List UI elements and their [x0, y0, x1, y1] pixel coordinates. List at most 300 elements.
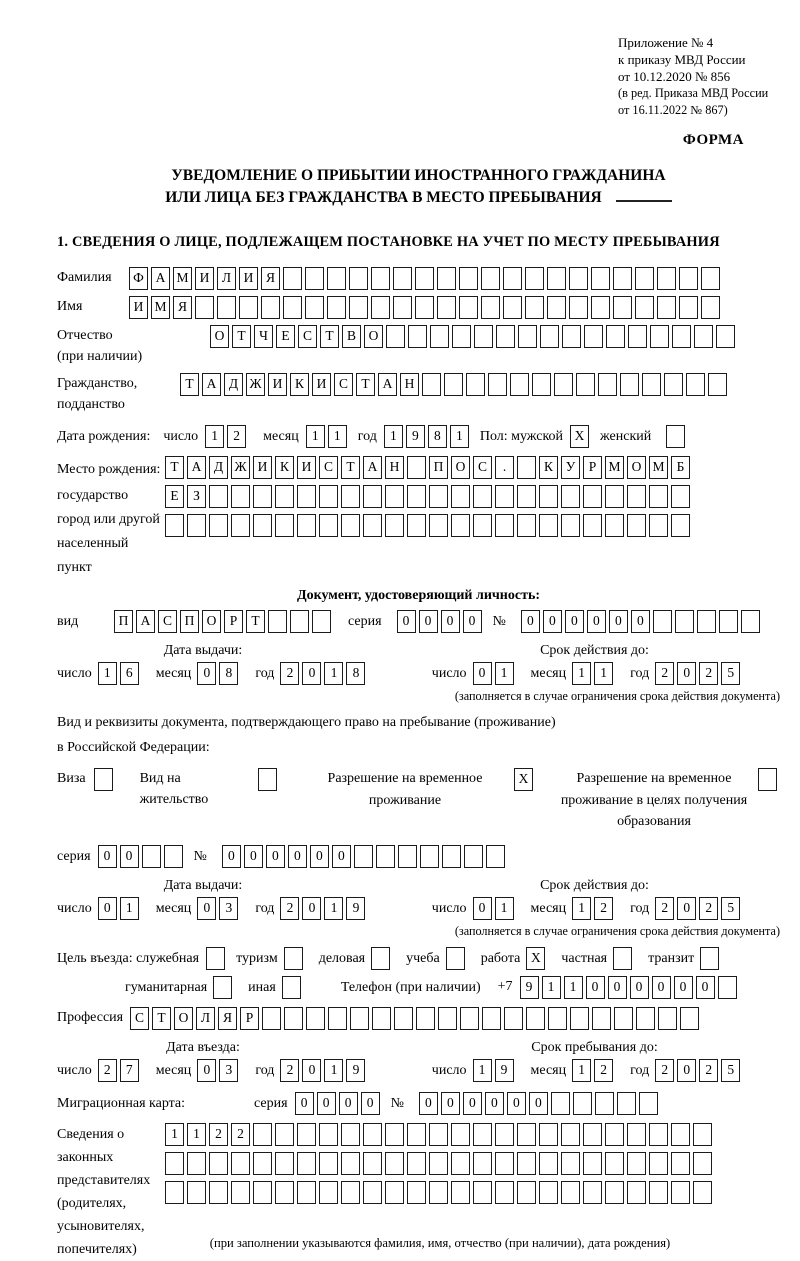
char-cell[interactable] — [209, 1152, 228, 1175]
char-cell[interactable] — [474, 325, 493, 348]
char-cell[interactable] — [437, 296, 456, 319]
char-cell[interactable] — [372, 1007, 391, 1030]
char-cell[interactable] — [253, 1152, 272, 1175]
char-cell[interactable] — [554, 373, 573, 396]
char-cell[interactable] — [319, 514, 338, 537]
char-cell[interactable]: 0 — [397, 610, 416, 633]
char-cell[interactable]: Ч — [254, 325, 273, 348]
char-cell[interactable]: 1 — [542, 976, 561, 999]
char-cell[interactable] — [350, 1007, 369, 1030]
char-cell[interactable]: Ж — [231, 456, 250, 479]
char-cell[interactable]: И — [129, 296, 148, 319]
char-cell[interactable]: О — [210, 325, 229, 348]
char-cell[interactable] — [671, 514, 690, 537]
char-cell[interactable] — [297, 1181, 316, 1204]
char-cell[interactable] — [187, 1152, 206, 1175]
char-cell[interactable]: 1 — [187, 1123, 206, 1146]
char-cell[interactable] — [694, 325, 713, 348]
char-cell[interactable] — [253, 514, 272, 537]
char-cell[interactable]: 1 — [306, 425, 325, 448]
char-cell[interactable]: О — [627, 456, 646, 479]
char-cell[interactable]: Н — [385, 456, 404, 479]
char-cell[interactable]: Я — [173, 296, 192, 319]
char-cell[interactable] — [327, 296, 346, 319]
char-cell[interactable] — [473, 485, 492, 508]
char-cell[interactable] — [319, 1123, 338, 1146]
char-cell[interactable]: П — [180, 610, 199, 633]
char-cell[interactable]: 1 — [473, 1059, 492, 1082]
char-cell[interactable]: 3 — [219, 1059, 238, 1082]
char-cell[interactable] — [540, 325, 559, 348]
char-cell[interactable]: И — [253, 456, 272, 479]
char-cell[interactable]: 2 — [655, 897, 674, 920]
char-cell[interactable] — [595, 1092, 614, 1115]
char-cell[interactable] — [517, 514, 536, 537]
char-cell[interactable] — [617, 1092, 636, 1115]
char-cell[interactable] — [532, 373, 551, 396]
char-cell[interactable] — [495, 1123, 514, 1146]
char-cell[interactable] — [393, 296, 412, 319]
char-cell[interactable] — [385, 1152, 404, 1175]
char-cell[interactable] — [341, 1123, 360, 1146]
char-cell[interactable] — [561, 485, 580, 508]
char-cell[interactable] — [473, 1181, 492, 1204]
char-cell[interactable]: Д — [224, 373, 243, 396]
char-cell[interactable] — [591, 296, 610, 319]
char-cell[interactable] — [437, 267, 456, 290]
char-cell[interactable] — [561, 1152, 580, 1175]
char-cell[interactable] — [636, 1007, 655, 1030]
char-cell[interactable] — [570, 1007, 589, 1030]
checkbox[interactable] — [282, 976, 301, 999]
char-cell[interactable] — [605, 1123, 624, 1146]
char-cell[interactable] — [488, 373, 507, 396]
checkbox[interactable]: X — [526, 947, 545, 970]
char-cell[interactable] — [591, 267, 610, 290]
char-cell[interactable] — [275, 485, 294, 508]
char-cell[interactable] — [341, 1181, 360, 1204]
char-cell[interactable]: 0 — [696, 976, 715, 999]
char-cell[interactable]: Т — [320, 325, 339, 348]
char-cell[interactable]: О — [451, 456, 470, 479]
char-cell[interactable]: З — [187, 485, 206, 508]
char-cell[interactable]: 2 — [280, 662, 299, 685]
char-cell[interactable]: 0 — [98, 845, 117, 868]
char-cell[interactable] — [187, 1181, 206, 1204]
char-cell[interactable] — [341, 514, 360, 537]
char-cell[interactable]: С — [319, 456, 338, 479]
char-cell[interactable]: 9 — [406, 425, 425, 448]
char-cell[interactable]: 1 — [594, 662, 613, 685]
char-cell[interactable] — [503, 296, 522, 319]
char-cell[interactable] — [642, 373, 661, 396]
char-cell[interactable] — [305, 296, 324, 319]
char-cell[interactable] — [217, 296, 236, 319]
char-cell[interactable]: Р — [583, 456, 602, 479]
char-cell[interactable] — [253, 1123, 272, 1146]
char-cell[interactable] — [613, 296, 632, 319]
checkbox[interactable] — [94, 768, 113, 791]
char-cell[interactable] — [209, 485, 228, 508]
char-cell[interactable] — [407, 1123, 426, 1146]
char-cell[interactable] — [517, 1181, 536, 1204]
char-cell[interactable] — [664, 373, 683, 396]
char-cell[interactable]: 0 — [652, 976, 671, 999]
char-cell[interactable]: 0 — [288, 845, 307, 868]
char-cell[interactable] — [253, 1181, 272, 1204]
char-cell[interactable]: 2 — [280, 1059, 299, 1082]
char-cell[interactable] — [261, 296, 280, 319]
char-cell[interactable]: Д — [209, 456, 228, 479]
char-cell[interactable] — [605, 514, 624, 537]
char-cell[interactable] — [573, 1092, 592, 1115]
char-cell[interactable]: 2 — [655, 1059, 674, 1082]
checkbox[interactable] — [371, 947, 390, 970]
char-cell[interactable] — [657, 296, 676, 319]
char-cell[interactable] — [649, 1181, 668, 1204]
char-cell[interactable] — [297, 1123, 316, 1146]
char-cell[interactable]: К — [275, 456, 294, 479]
char-cell[interactable] — [385, 1181, 404, 1204]
char-cell[interactable] — [371, 267, 390, 290]
char-cell[interactable] — [438, 1007, 457, 1030]
char-cell[interactable] — [693, 1123, 712, 1146]
char-cell[interactable] — [429, 485, 448, 508]
char-cell[interactable]: 8 — [346, 662, 365, 685]
char-cell[interactable] — [165, 1181, 184, 1204]
char-cell[interactable] — [385, 485, 404, 508]
char-cell[interactable] — [686, 373, 705, 396]
char-cell[interactable] — [297, 514, 316, 537]
char-cell[interactable] — [349, 267, 368, 290]
char-cell[interactable] — [680, 1007, 699, 1030]
char-cell[interactable] — [385, 1123, 404, 1146]
char-cell[interactable] — [495, 1152, 514, 1175]
char-cell[interactable]: В — [342, 325, 361, 348]
char-cell[interactable]: 0 — [295, 1092, 314, 1115]
char-cell[interactable] — [741, 610, 760, 633]
char-cell[interactable]: 0 — [677, 662, 696, 685]
char-cell[interactable]: 1 — [572, 1059, 591, 1082]
char-cell[interactable] — [415, 296, 434, 319]
char-cell[interactable] — [349, 296, 368, 319]
char-cell[interactable] — [142, 845, 161, 868]
char-cell[interactable] — [319, 485, 338, 508]
char-cell[interactable] — [693, 1181, 712, 1204]
char-cell[interactable] — [452, 325, 471, 348]
char-cell[interactable]: 0 — [463, 1092, 482, 1115]
char-cell[interactable]: 0 — [222, 845, 241, 868]
char-cell[interactable]: 0 — [677, 897, 696, 920]
char-cell[interactable] — [525, 296, 544, 319]
char-cell[interactable] — [658, 1007, 677, 1030]
char-cell[interactable]: 2 — [594, 1059, 613, 1082]
char-cell[interactable]: 2 — [280, 897, 299, 920]
char-cell[interactable] — [518, 325, 537, 348]
char-cell[interactable]: У — [561, 456, 580, 479]
char-cell[interactable]: 0 — [565, 610, 584, 633]
char-cell[interactable]: 2 — [227, 425, 246, 448]
char-cell[interactable] — [354, 845, 373, 868]
char-cell[interactable] — [495, 1181, 514, 1204]
char-cell[interactable] — [209, 514, 228, 537]
char-cell[interactable]: 0 — [339, 1092, 358, 1115]
checkbox[interactable] — [700, 947, 719, 970]
char-cell[interactable]: О — [174, 1007, 193, 1030]
char-cell[interactable]: О — [202, 610, 221, 633]
char-cell[interactable]: 0 — [473, 897, 492, 920]
char-cell[interactable] — [239, 296, 258, 319]
char-cell[interactable] — [510, 373, 529, 396]
char-cell[interactable]: К — [539, 456, 558, 479]
char-cell[interactable] — [605, 1152, 624, 1175]
char-cell[interactable] — [429, 1181, 448, 1204]
char-cell[interactable] — [231, 514, 250, 537]
char-cell[interactable]: Т — [356, 373, 375, 396]
char-cell[interactable]: И — [268, 373, 287, 396]
char-cell[interactable] — [649, 514, 668, 537]
char-cell[interactable] — [547, 296, 566, 319]
char-cell[interactable] — [635, 267, 654, 290]
char-cell[interactable] — [268, 610, 287, 633]
char-cell[interactable]: Б — [671, 456, 690, 479]
char-cell[interactable]: 2 — [594, 897, 613, 920]
char-cell[interactable]: 0 — [463, 610, 482, 633]
char-cell[interactable] — [496, 325, 515, 348]
char-cell[interactable]: 0 — [197, 662, 216, 685]
char-cell[interactable] — [539, 514, 558, 537]
char-cell[interactable]: И — [239, 267, 258, 290]
checkbox[interactable] — [446, 947, 465, 970]
checkbox[interactable]: X — [570, 425, 589, 448]
char-cell[interactable] — [319, 1181, 338, 1204]
char-cell[interactable] — [583, 485, 602, 508]
char-cell[interactable]: А — [363, 456, 382, 479]
char-cell[interactable] — [561, 1181, 580, 1204]
char-cell[interactable]: 0 — [586, 976, 605, 999]
char-cell[interactable]: 1 — [120, 897, 139, 920]
char-cell[interactable] — [319, 1152, 338, 1175]
char-cell[interactable] — [627, 514, 646, 537]
char-cell[interactable] — [290, 610, 309, 633]
char-cell[interactable] — [341, 485, 360, 508]
char-cell[interactable] — [526, 1007, 545, 1030]
char-cell[interactable]: С — [298, 325, 317, 348]
char-cell[interactable] — [209, 1181, 228, 1204]
char-cell[interactable] — [451, 1152, 470, 1175]
char-cell[interactable]: 3 — [219, 897, 238, 920]
char-cell[interactable]: Т — [152, 1007, 171, 1030]
char-cell[interactable] — [517, 1123, 536, 1146]
char-cell[interactable]: М — [649, 456, 668, 479]
char-cell[interactable] — [253, 485, 272, 508]
char-cell[interactable] — [429, 1123, 448, 1146]
char-cell[interactable]: К — [290, 373, 309, 396]
char-cell[interactable]: 7 — [120, 1059, 139, 1082]
char-cell[interactable]: 1 — [495, 662, 514, 685]
char-cell[interactable] — [592, 1007, 611, 1030]
char-cell[interactable] — [231, 485, 250, 508]
char-cell[interactable]: Л — [196, 1007, 215, 1030]
char-cell[interactable]: М — [605, 456, 624, 479]
char-cell[interactable] — [671, 485, 690, 508]
char-cell[interactable] — [407, 514, 426, 537]
char-cell[interactable] — [407, 456, 426, 479]
char-cell[interactable]: 0 — [441, 1092, 460, 1115]
char-cell[interactable] — [613, 267, 632, 290]
char-cell[interactable]: С — [158, 610, 177, 633]
char-cell[interactable]: 1 — [324, 897, 343, 920]
char-cell[interactable] — [569, 267, 588, 290]
char-cell[interactable] — [195, 296, 214, 319]
char-cell[interactable] — [583, 514, 602, 537]
char-cell[interactable] — [341, 1152, 360, 1175]
char-cell[interactable] — [363, 485, 382, 508]
checkbox[interactable] — [206, 947, 225, 970]
char-cell[interactable]: 1 — [328, 425, 347, 448]
char-cell[interactable] — [371, 296, 390, 319]
char-cell[interactable] — [539, 485, 558, 508]
char-cell[interactable] — [517, 485, 536, 508]
char-cell[interactable] — [548, 1007, 567, 1030]
char-cell[interactable]: 9 — [346, 1059, 365, 1082]
char-cell[interactable]: А — [151, 267, 170, 290]
char-cell[interactable]: И — [195, 267, 214, 290]
char-cell[interactable] — [657, 267, 676, 290]
char-cell[interactable] — [275, 1152, 294, 1175]
char-cell[interactable]: 9 — [495, 1059, 514, 1082]
char-cell[interactable] — [283, 296, 302, 319]
char-cell[interactable] — [583, 1152, 602, 1175]
char-cell[interactable]: . — [495, 456, 514, 479]
char-cell[interactable]: 0 — [630, 976, 649, 999]
char-cell[interactable]: 0 — [302, 897, 321, 920]
char-cell[interactable] — [385, 514, 404, 537]
char-cell[interactable] — [561, 1123, 580, 1146]
char-cell[interactable]: 0 — [587, 610, 606, 633]
char-cell[interactable]: 2 — [699, 662, 718, 685]
char-cell[interactable] — [671, 1123, 690, 1146]
char-cell[interactable] — [305, 267, 324, 290]
char-cell[interactable] — [451, 1181, 470, 1204]
char-cell[interactable] — [473, 1123, 492, 1146]
char-cell[interactable]: 0 — [608, 976, 627, 999]
char-cell[interactable] — [464, 845, 483, 868]
char-cell[interactable] — [539, 1123, 558, 1146]
char-cell[interactable] — [504, 1007, 523, 1030]
char-cell[interactable] — [275, 1181, 294, 1204]
char-cell[interactable]: 1 — [324, 1059, 343, 1082]
char-cell[interactable]: 0 — [361, 1092, 380, 1115]
char-cell[interactable]: Т — [232, 325, 251, 348]
char-cell[interactable]: 0 — [543, 610, 562, 633]
char-cell[interactable] — [576, 373, 595, 396]
char-cell[interactable]: Е — [165, 485, 184, 508]
char-cell[interactable]: О — [364, 325, 383, 348]
char-cell[interactable]: Я — [218, 1007, 237, 1030]
char-cell[interactable] — [407, 485, 426, 508]
char-cell[interactable] — [398, 845, 417, 868]
char-cell[interactable]: Ж — [246, 373, 265, 396]
char-cell[interactable] — [408, 325, 427, 348]
char-cell[interactable]: 1 — [165, 1123, 184, 1146]
char-cell[interactable] — [672, 325, 691, 348]
char-cell[interactable]: 0 — [197, 897, 216, 920]
char-cell[interactable]: 0 — [244, 845, 263, 868]
char-cell[interactable]: 0 — [266, 845, 285, 868]
char-cell[interactable] — [701, 296, 720, 319]
char-cell[interactable] — [407, 1181, 426, 1204]
char-cell[interactable]: 0 — [674, 976, 693, 999]
char-cell[interactable] — [539, 1152, 558, 1175]
char-cell[interactable]: Т — [180, 373, 199, 396]
char-cell[interactable] — [671, 1152, 690, 1175]
char-cell[interactable]: С — [130, 1007, 149, 1030]
checkbox[interactable] — [258, 768, 277, 791]
char-cell[interactable]: А — [187, 456, 206, 479]
char-cell[interactable] — [407, 1152, 426, 1175]
char-cell[interactable] — [598, 373, 617, 396]
char-cell[interactable]: 0 — [529, 1092, 548, 1115]
char-cell[interactable]: 0 — [441, 610, 460, 633]
char-cell[interactable]: 8 — [219, 662, 238, 685]
char-cell[interactable]: 0 — [197, 1059, 216, 1082]
char-cell[interactable] — [606, 325, 625, 348]
char-cell[interactable] — [650, 325, 669, 348]
char-cell[interactable]: 2 — [699, 897, 718, 920]
char-cell[interactable]: 0 — [302, 662, 321, 685]
char-cell[interactable] — [627, 485, 646, 508]
char-cell[interactable] — [693, 1152, 712, 1175]
checkbox[interactable] — [666, 425, 685, 448]
char-cell[interactable]: 0 — [631, 610, 650, 633]
char-cell[interactable] — [620, 373, 639, 396]
char-cell[interactable]: 2 — [209, 1123, 228, 1146]
char-cell[interactable] — [639, 1092, 658, 1115]
char-cell[interactable] — [671, 1181, 690, 1204]
char-cell[interactable] — [614, 1007, 633, 1030]
char-cell[interactable] — [473, 1152, 492, 1175]
char-cell[interactable] — [697, 610, 716, 633]
char-cell[interactable] — [386, 325, 405, 348]
char-cell[interactable] — [297, 1152, 316, 1175]
char-cell[interactable] — [583, 1181, 602, 1204]
char-cell[interactable]: И — [297, 456, 316, 479]
char-cell[interactable] — [442, 845, 461, 868]
char-cell[interactable] — [429, 514, 448, 537]
char-cell[interactable]: Р — [224, 610, 243, 633]
char-cell[interactable] — [584, 325, 603, 348]
char-cell[interactable]: 5 — [721, 662, 740, 685]
char-cell[interactable] — [363, 1152, 382, 1175]
char-cell[interactable] — [679, 267, 698, 290]
char-cell[interactable] — [473, 514, 492, 537]
char-cell[interactable] — [363, 1181, 382, 1204]
char-cell[interactable]: С — [473, 456, 492, 479]
char-cell[interactable] — [165, 1152, 184, 1175]
char-cell[interactable] — [262, 1007, 281, 1030]
char-cell[interactable] — [283, 267, 302, 290]
char-cell[interactable]: 2 — [98, 1059, 117, 1082]
char-cell[interactable]: 0 — [302, 1059, 321, 1082]
char-cell[interactable]: М — [173, 267, 192, 290]
char-cell[interactable] — [231, 1152, 250, 1175]
char-cell[interactable] — [486, 845, 505, 868]
char-cell[interactable] — [628, 325, 647, 348]
char-cell[interactable] — [517, 1152, 536, 1175]
char-cell[interactable] — [708, 373, 727, 396]
char-cell[interactable]: 0 — [521, 610, 540, 633]
